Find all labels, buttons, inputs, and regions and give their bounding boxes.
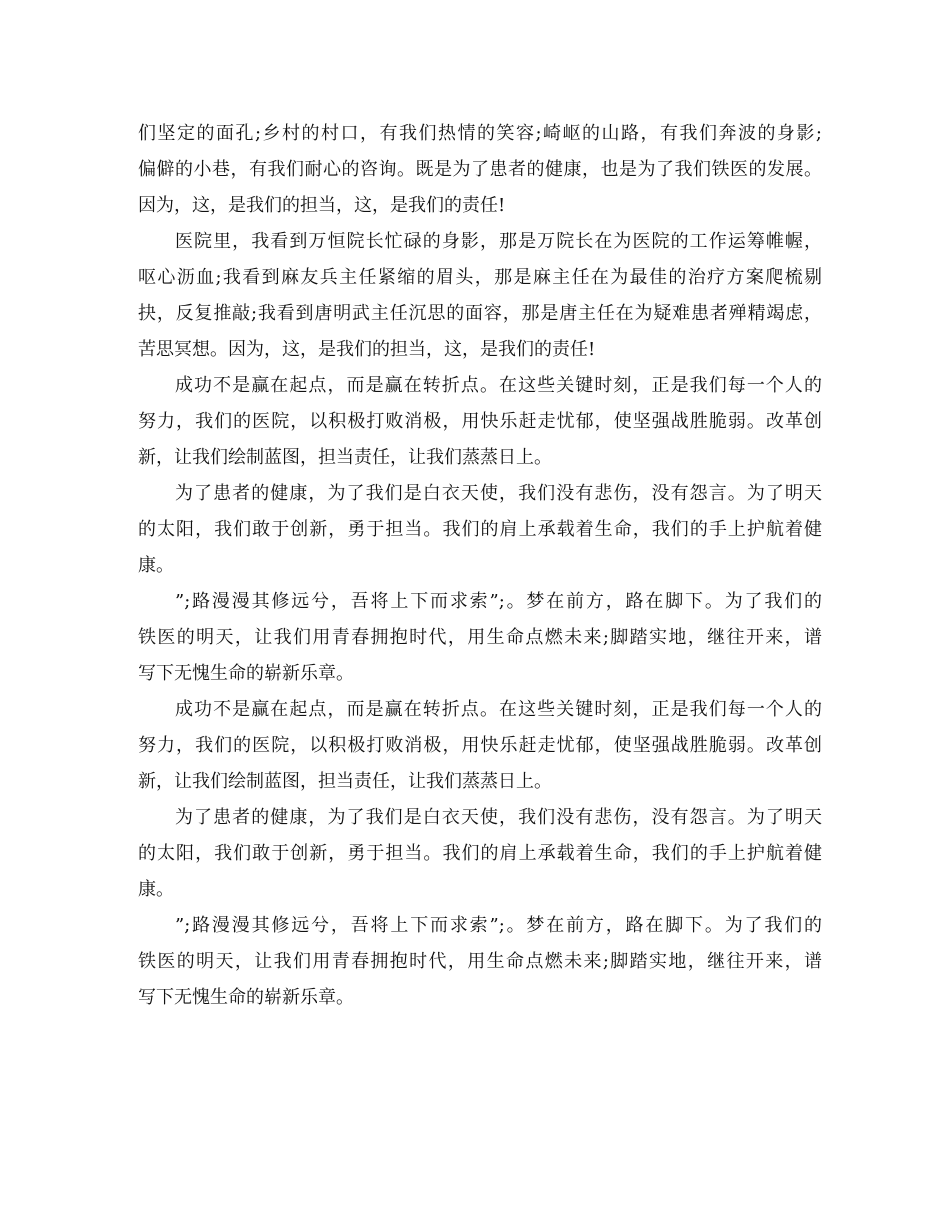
text-line: 铁医的明天，让我们用青春拥抱时代，用生命点燃未来;脚踏实地，继往开来，谱 — [138, 951, 822, 972]
text-line: 成功不是赢在起点，而是赢在转折点。在这些关键时刻，正是我们每一个人的 — [175, 375, 822, 396]
paragraph — [138, 692, 822, 800]
text-line: 努力，我们的医院，以积极打败消极，用快乐赶走忧郁，使坚强战胜脆弱。改革创 — [138, 735, 822, 756]
text-line: 苦思冥想。因为，这，是我们的担当，这，是我们的责任! — [138, 339, 596, 360]
text-line: 偏僻的小巷，有我们耐心的咨询。既是为了患者的健康，也是为了我们铁医的发展。 — [138, 159, 822, 180]
text-line: 抉，反复推敲;我看到唐明武主任沉思的面容，那是唐主任在为疑难患者殚精竭虑， — [138, 303, 822, 324]
paragraph — [138, 908, 822, 1016]
document-body — [138, 116, 822, 1016]
text-line: 铁医的明天，让我们用青春拥抱时代，用生命点燃未来;脚踏实地，继往开来，谱 — [138, 627, 822, 648]
text-line: 为了患者的健康，为了我们是白衣天使，我们没有悲伤，没有怨言。为了明天 — [175, 807, 822, 828]
paragraph — [138, 224, 822, 368]
text-line: 努力，我们的医院，以积极打败消极，用快乐赶走忧郁，使坚强战胜脆弱。改革创 — [138, 411, 822, 432]
paragraph — [138, 584, 822, 692]
paragraph — [138, 476, 822, 584]
text-line: 写下无愧生命的崭新乐章。 — [138, 663, 354, 684]
text-line: 康。 — [138, 555, 174, 576]
text-line: 们坚定的面孔;乡村的村口，有我们热情的笑容;崎岖的山路，有我们奔波的身影; — [138, 123, 822, 144]
text-line: 的太阳，我们敢于创新，勇于担当。我们的肩上承载着生命，我们的手上护航着健 — [138, 519, 822, 540]
text-line: 为了患者的健康，为了我们是白衣天使，我们没有悲伤，没有怨言。为了明天 — [175, 483, 822, 504]
text-line: 新，让我们绘制蓝图，担当责任，让我们蒸蒸日上。 — [138, 771, 552, 792]
text-line: 呕心沥血;我看到麻友兵主任紧缩的眉头，那是麻主任在为最佳的治疗方案爬梳剔 — [138, 267, 822, 288]
text-line: 康。 — [138, 879, 174, 900]
text-line: 成功不是赢在起点，而是赢在转折点。在这些关键时刻，正是我们每一个人的 — [175, 699, 822, 720]
text-line: ”;路漫漫其修远兮，吾将上下而求索”;。梦在前方，路在脚下。为了我们的 — [175, 915, 822, 936]
text-line: 的太阳，我们敢于创新，勇于担当。我们的肩上承载着生命，我们的手上护航着健 — [138, 843, 822, 864]
paragraph — [138, 368, 822, 476]
paragraph — [138, 800, 822, 908]
text-line: 因为，这，是我们的担当，这，是我们的责任! — [138, 195, 506, 216]
text-line: 写下无愧生命的崭新乐章。 — [138, 987, 354, 1008]
text-line: 医院里，我看到万恒院长忙碌的身影，那是万院长在为医院的工作运筹帷幄， — [175, 231, 822, 252]
text-line: ”;路漫漫其修远兮，吾将上下而求索”;。梦在前方，路在脚下。为了我们的 — [175, 591, 822, 612]
paragraph — [138, 116, 822, 224]
text-line: 新，让我们绘制蓝图，担当责任，让我们蒸蒸日上。 — [138, 447, 552, 468]
